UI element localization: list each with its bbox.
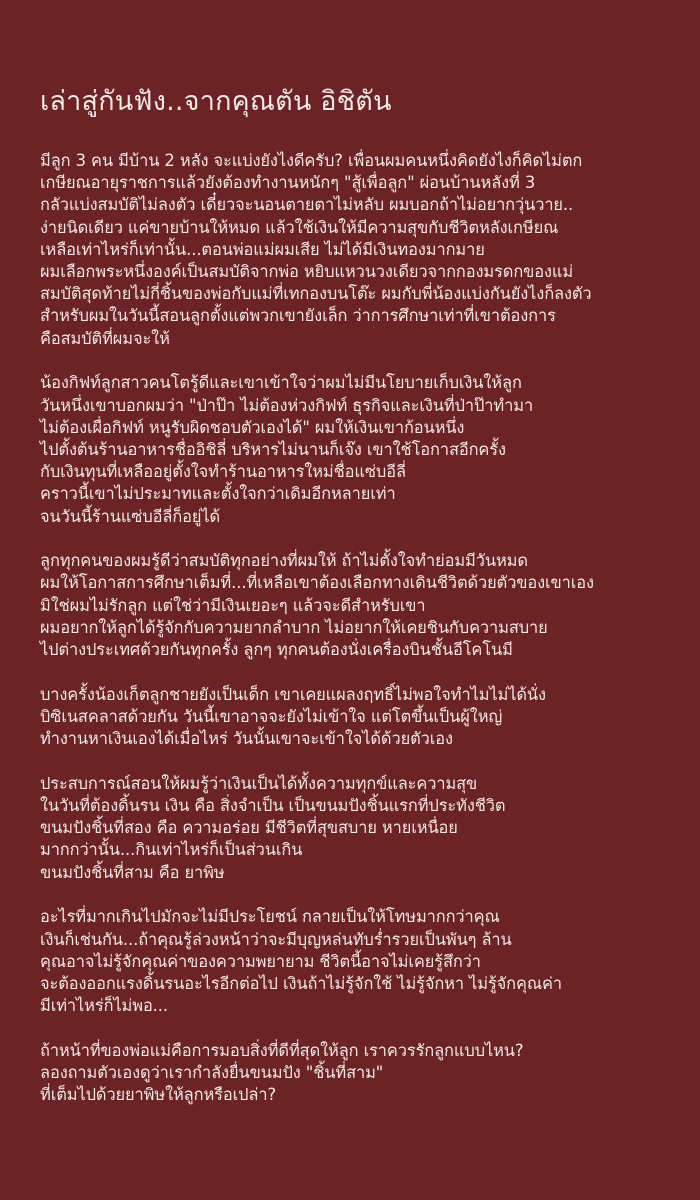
paragraph-line: คุณอาจไม่รู้จักคุณค่าของความพยายาม ชีวิตนี้อาจไม่เคยรู้สึกว่า xyxy=(40,951,481,971)
article-title: เล่าสู่กันฟัง..จากคุณตัน อิชิตัน xyxy=(40,86,392,117)
paragraph-line: กับเงินทุนที่เหลืออยู่ตั้งใจทำร้านอาหารใหม่ชื่อแซ่บอีลี่ xyxy=(40,462,406,482)
paragraph-line: ขนมปังชิ้นที่สอง คือ ความอร่อย มีชีวิตที่สุขสบาย หายเหนื่อย xyxy=(40,818,458,838)
paragraph-line: เหลือเท่าไหร่ก็เท่านั้น...ตอนพ่อแม่ผมเสีย ไม่ได้มีเงินทองมากมาย xyxy=(40,239,485,259)
paragraph-line: คราวนี้เขาไม่ประมาทและตั้งใจกว่าเดิมอีกหลายเท่า xyxy=(40,484,396,504)
paragraph-line: มีเท่าไหร่ก็ไม่พอ... xyxy=(40,996,169,1016)
paragraph-line: ทำงานหาเงินเองได้เมื่อไหร่ วันนั้นเขาจะเข้าใจได้ด้วยตัวเอง xyxy=(40,729,453,749)
paragraph-line: ง่ายนิดเดียว แค่ขายบ้านให้หมด แล้วใช้เงินให้มีความสุขกับชีวิตหลังเกษียณ xyxy=(40,217,559,237)
paragraph-line: ในวันที่ต้องดิ้นรน เงิน คือ สิ่งจำเป็น เป็นขนมปังชิ้นแรกที่ประทังชีวิต xyxy=(40,796,506,816)
article-paragraph-7 xyxy=(40,1040,660,1107)
paragraph-line: คือสมบัติที่ผมจะให้ xyxy=(40,328,170,348)
paragraph-line: ขนมปังชิ้นที่สาม คือ ยาพิษ xyxy=(40,862,225,882)
paragraph-line: น้องกิฟท์ลูกสาวคนโตรู้ดีและเขาเข้าใจว่าผมไม่มีนโยบายเก็บเงินให้ลูก xyxy=(40,373,522,393)
paragraph-line: มีลูก 3 คน มีบ้าน 2 หลัง จะแบ่งยังไงดีครับ? เพื่อนผมคนหนึ่งคิดยังไงก็คิดไม่ตก xyxy=(40,151,583,170)
paragraph-line: ผมอยากให้ลูกได้รู้จักกับความยากลำบาก ไม่อยากให้เคยชินกับความสบาย xyxy=(40,617,548,637)
article-paragraph-4 xyxy=(40,684,660,751)
paragraph-line: จนวันนี้ร้านแซ่บอีลี่ก็อยู่ได้ xyxy=(40,506,221,526)
article-body xyxy=(40,150,660,1107)
paragraph-line: บางครั้งน้องเก็ตลูกชายยังเป็นเด็ก เขาเคยแผลงฤทธิ์ไม่พอใจทำไมไม่ได้นั่ง xyxy=(40,684,546,704)
article-paragraph-1 xyxy=(40,150,660,350)
paragraph-line: มากกว่านั้น...กินเท่าไหร่ก็เป็นส่วนเกิน xyxy=(40,840,303,860)
article-paragraph-2 xyxy=(40,372,660,527)
paragraph-line: ที่เต็มไปด้วยยาพิษให้ลูกหรือเปล่า? xyxy=(40,1085,277,1105)
paragraph-line: จะต้องออกแรงดิ้นรนอะไรอีกต่อไป เงินถ้าไม่รู้จักใช้ ไม่รู้จักหา ไม่รู้จักคุณค่า xyxy=(40,974,562,993)
paragraph-line: ถ้าหน้าที่ของพ่อแม่คือการมอบสิ่งที่ดีที่สุดให้ลูก เราควรรักลูกแบบไหน? xyxy=(40,1040,524,1060)
paragraph-line: เกษียณอายุราชการแล้วยังต้องทำงานหนักๆ "สู้เพื่อลูก" ผ่อนบ้านหลังที่ 3 xyxy=(40,173,536,193)
paragraph-line: ไปตั้งต้นร้านอาหารชื่ออิชิลี่ บริหารไม่นานก็เจ๊ง เขาใช้โอกาสอีกครั้ง xyxy=(40,439,506,459)
paragraph-line: ประสบการณ์สอนให้ผมรู้ว่าเงินเป็นได้ทั้งความทุกข์และความสุข xyxy=(40,773,478,793)
paragraph-line: สมบัติสุดท้ายไม่กี่ชิ้นของพ่อกับแม่ที่เทกองบนโต๊ะ ผมกับพี่น้องแบ่งกันยังไงก็ลงตัว xyxy=(40,284,592,304)
paragraph-line: ผมเลือกพระหนึ่งองค์เป็นสมบัติจากพ่อ หยิบแหวนวงเดียวจากกองมรดกของแม่ xyxy=(40,262,574,282)
paragraph-line: เงินก็เช่นกัน...ถ้าคุณรู้ล่วงหน้าว่าจะมีบุญหล่นทับร่ำรวยเป็นพันๆ ล้าน xyxy=(40,929,512,949)
paragraph-line: กลัวแบ่งสมบัติไม่ลงตัว เดี๋ยวจะนอนตายตาไม่หลับ ผมบอกถ้าไม่อยากวุ่นวาย.. xyxy=(40,195,574,215)
article-paragraph-6 xyxy=(40,906,660,1017)
paragraph-line: อะไรที่มากเกินไปมักจะไม่มีประโยชน์ กลายเป็นให้โทษมากกว่าคุณ xyxy=(40,907,500,927)
paragraph-line: ลองถามตัวเองดูว่าเรากำลังยื่นขนมปัง "ชิ้นที่สาม" xyxy=(40,1063,384,1083)
paragraph-line: ผมให้โอกาสการศึกษาเต็มที่...ที่เหลือเขาต้องเลือกทางเดินชีวิตด้วยตัวของเขาเอง xyxy=(40,573,594,593)
paragraph-line: มิใช่ผมไม่รักลูก แต่ใช่ว่ามีเงินเยอะๆ แล้วจะดีสำหรับเขา xyxy=(40,595,426,615)
paragraph-line: บิซิเนสคลาสด้วยกัน วันนี้เขาอาจจะยังไม่เข้าใจ แต่โตขึ้นเป็นผู้ใหญ่ xyxy=(40,706,503,726)
paragraph-line: สำหรับผมในวันนี้สอนลูกตั้งแต่พวกเขายังเล็ก ว่าการศึกษาเท่าที่เขาต้องการ xyxy=(40,306,556,326)
article-paragraph-3 xyxy=(40,550,660,661)
paragraph-line: ไม่ต้องเผื่อกิฟท์ หนูรับผิดชอบตัวเองได้" ผมให้เงินเขาก้อนหนึ่ง xyxy=(40,417,465,437)
paragraph-line: วันหนึ่งเขาบอกผมว่า "ป่าป๊า ไม่ต้องห่วงกิฟท์ ธุรกิจและเงินที่ป่าป๊าทำมา xyxy=(40,395,534,415)
paragraph-line: ไปต่างประเทศด้วยกันทุกครั้ง ลูกๆ ทุกคนต้องนั่งเครื่องบินชั้นอีโคโนมี xyxy=(40,640,513,660)
article-paragraph-5 xyxy=(40,773,660,884)
paragraph-line: ลูกทุกคนของผมรู้ดีว่าสมบัติทุกอย่างที่ผมให้ ถ้าไม่ตั้งใจทำย่อมมีวันหมด xyxy=(40,551,528,571)
